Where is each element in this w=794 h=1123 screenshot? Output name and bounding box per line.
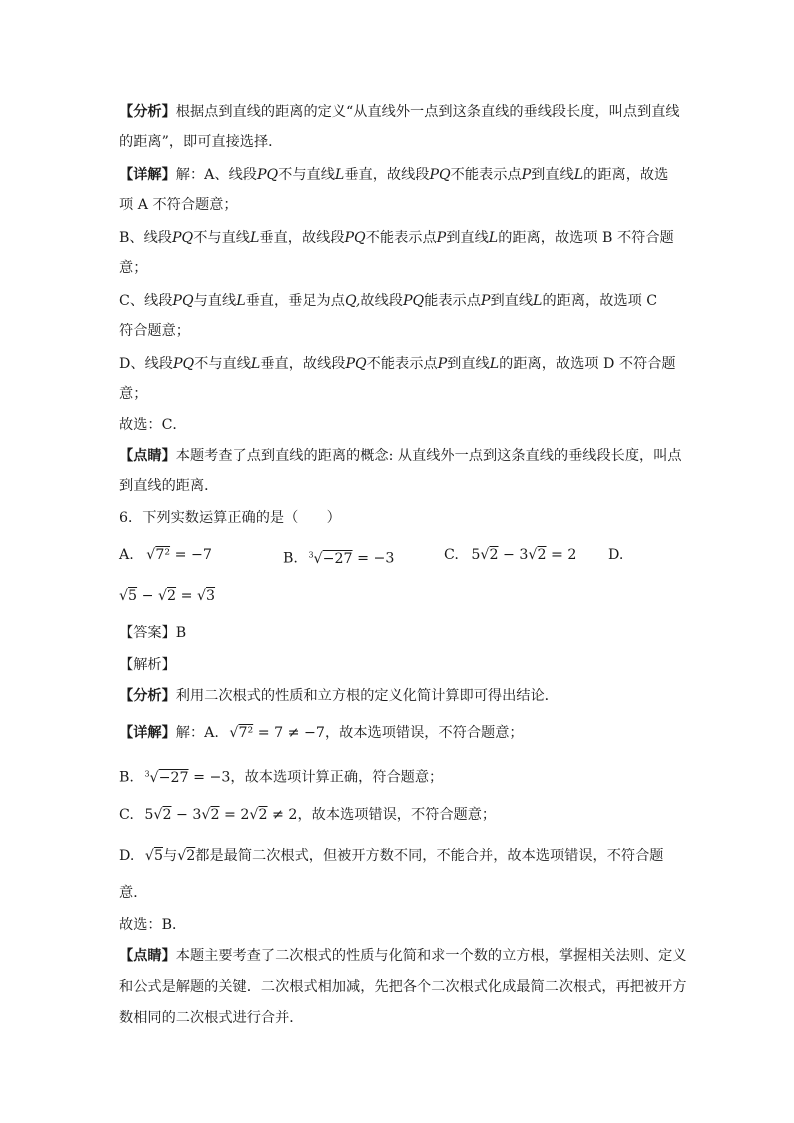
comment-text: 和公式是解题的关键．二次根式相加减，先把各个二次根式化成最简二次根式，再把被开方 [119,979,687,995]
detail-text: 都是最简二次根式，但被开方数不同，不能合并，故本选项错误，不符合题 [195,848,664,864]
option-c-expr: 5√2 − 3√2 [471,547,547,563]
option-label: B. [283,550,298,567]
var-l: L [249,230,260,246]
detail-text: ，故本选项错误，不符合题意； [324,725,524,741]
var-l: L [573,167,584,183]
detail-text: 不与直线 [194,356,251,372]
var-p: P [521,167,532,183]
q6-detail-c [119,806,496,824]
jiexi-tag: 【解析】 [119,657,176,673]
prev-comment-line1 [119,447,682,465]
prev-choose [119,416,187,434]
detail-text: B. [119,769,134,786]
var-p: P [480,293,491,309]
detail-text: C. [119,807,134,823]
detail-text: 不能表示点 [450,167,522,183]
detail-text: 项 A 不符合题意； [119,197,238,213]
detail-c-expr: 5√2 − 3√2 = 2√2 [144,807,268,823]
analysis-text: 的距离”，即可直接选择． [119,134,283,150]
q6-detail-d-line1 [119,847,663,865]
prev-detail-b-line1 [119,229,674,247]
detail-a-expr: √7² [229,725,254,741]
prev-detail-a-line2 [119,196,238,214]
analysis-text: 根据点到直线的距离的定义“从直线外一点到这条直线的垂线段长度，叫点到直线 [175,104,680,120]
q6-comment-line3 [119,1009,303,1027]
option-b-expr: $^3$√−27 [308,550,353,567]
option-a [119,546,212,564]
detail-text: 垂直，故线段 [259,230,345,246]
option-d-eq: = [180,588,193,604]
detail-a-eq: = 7 ≠ −7 [257,725,325,741]
prev-comment-line2 [119,477,218,495]
detail-text: 到直线 [447,356,490,372]
q6-stem [119,509,341,527]
detail-text: 能表示点 [424,293,481,309]
detail-text: 与直线 [193,293,237,309]
var-l: L [236,293,246,309]
option-b-eq: = −3 [357,550,395,567]
option-label: C. [444,547,459,563]
detail-text: B、线段 [119,230,172,246]
detail-text: D、线段 [119,356,173,372]
detail-text: 垂直，垂足为点 [245,293,345,309]
option-label: A. [119,547,134,563]
var-pq: PQ [345,356,367,372]
detail-d-sqrt2: √2 [177,848,196,864]
option-c [444,546,576,564]
var-l: L [250,356,261,372]
detail-b-expr: $^3$√−27 [144,769,189,786]
var-l: L [488,230,499,246]
detail-text: 解：A. [175,725,219,741]
comment-tag: 【点睛】 [119,448,176,464]
option-a-eq: = −7 [174,547,212,563]
detail-tag: 【详解】 [119,725,176,741]
q6-detail-d-line2 [119,884,147,902]
var-p: P [436,230,447,246]
choose-text: 故选：B． [119,917,187,933]
analysis-tag: 【分析】 [119,688,176,704]
detail-text: 到直线 [446,230,489,246]
q6-detail-a [119,724,524,742]
prev-detail-d-line1 [119,355,676,373]
detail-text: ，故本选项计算正确，符合题意； [230,769,444,786]
detail-text: 解：A、线段 [175,167,257,183]
q6-analysis [119,687,559,705]
q6-comment-line1 [119,947,687,965]
var-l: L [489,356,500,372]
q6-answer [119,624,186,642]
detail-text: C、线段 [119,293,173,309]
detail-text: 意； [119,260,148,276]
detail-text: 垂直，故线段 [344,167,430,183]
detail-text: 的距离，故选项 B 不符合题 [498,230,674,246]
detail-text: 符合题意； [119,323,190,339]
var-pq: PQ [172,356,195,372]
detail-text: 到直线 [531,167,574,183]
var-q: Q, [344,293,361,309]
question-stem: 6．下列实数运算正确的是（ ） [119,510,341,526]
var-pq: PQ [402,293,425,309]
detail-text: 不与直线 [193,230,250,246]
detail-text: 不能表示点 [366,356,438,372]
detail-tag: 【详解】 [119,167,176,183]
option-a-expr: √7² [146,547,171,563]
option-b [283,546,394,568]
comment-tag: 【点睛】 [119,948,176,964]
analysis-tag: 【分析】 [119,104,176,120]
q6-choose [119,916,186,934]
detail-text: 与 [162,848,178,864]
var-l: L [533,293,543,309]
detail-text: 故线段 [360,293,403,309]
prev-detail-c-line1 [119,292,657,310]
detail-text: 的距离，故选 [583,167,669,183]
detail-b-eq: = −3 [193,769,231,786]
prev-detail-d-line2 [119,385,147,403]
detail-text: 的距离，故选项 D 不符合题 [499,356,676,372]
prev-analysis-line2 [119,133,282,151]
var-pq: PQ [429,167,451,183]
var-l: L [334,167,345,183]
prev-detail-a-line1 [119,166,668,184]
prev-detail-c-line2 [119,322,190,340]
q6-detail-b [119,765,443,787]
var-pq: PQ [172,230,194,246]
option-c-eq: = 2 [551,547,577,563]
detail-text: ，故本选项错误，不符合题意； [297,807,497,823]
option-label: D. [608,547,624,563]
detail-text: D. [119,848,135,864]
option-d-expr [119,587,215,605]
detail-c-eq: ≠ 2 [272,807,298,823]
option-d-rhs: √3 [192,588,216,604]
answer-text: 【答案】B [119,625,187,641]
var-pq: PQ [256,167,279,183]
var-p: P [437,356,448,372]
detail-text: 垂直，故线段 [260,356,346,372]
detail-text: 意； [119,386,148,402]
detail-text: 不与直线 [278,167,335,183]
analysis-text: 利用二次根式的性质和立方根的定义化简计算即可得出结论． [175,688,559,704]
detail-text: 的距离，故选项 C [542,293,658,309]
var-pq: PQ [172,293,194,309]
prev-analysis-line1 [119,103,680,121]
detail-d-sqrt5: √5 [144,848,163,864]
option-d-label [608,546,623,564]
comment-text: 数相同的二次根式进行合并． [119,1010,304,1026]
choose-text: 故选：C． [119,417,187,433]
prev-detail-b-line2 [119,259,147,277]
detail-text: 意． [119,885,148,901]
detail-text: 不能表示点 [365,230,437,246]
comment-text: 到直线的距离． [119,478,219,494]
q6-comment-line2 [119,978,687,996]
var-pq: PQ [344,230,366,246]
option-d-lhs: √5 − √2 [119,588,177,604]
detail-text: 到直线 [490,293,534,309]
q6-jiexi [119,656,176,674]
comment-text: 本题主要考查了二次根式的性质与化简和求一个数的立方根，掌握相关法则、定义 [175,948,687,964]
comment-text: 本题考查了点到直线的距离的概念: 从直线外一点到这条直线的垂线段长度，叫点 [175,448,682,464]
